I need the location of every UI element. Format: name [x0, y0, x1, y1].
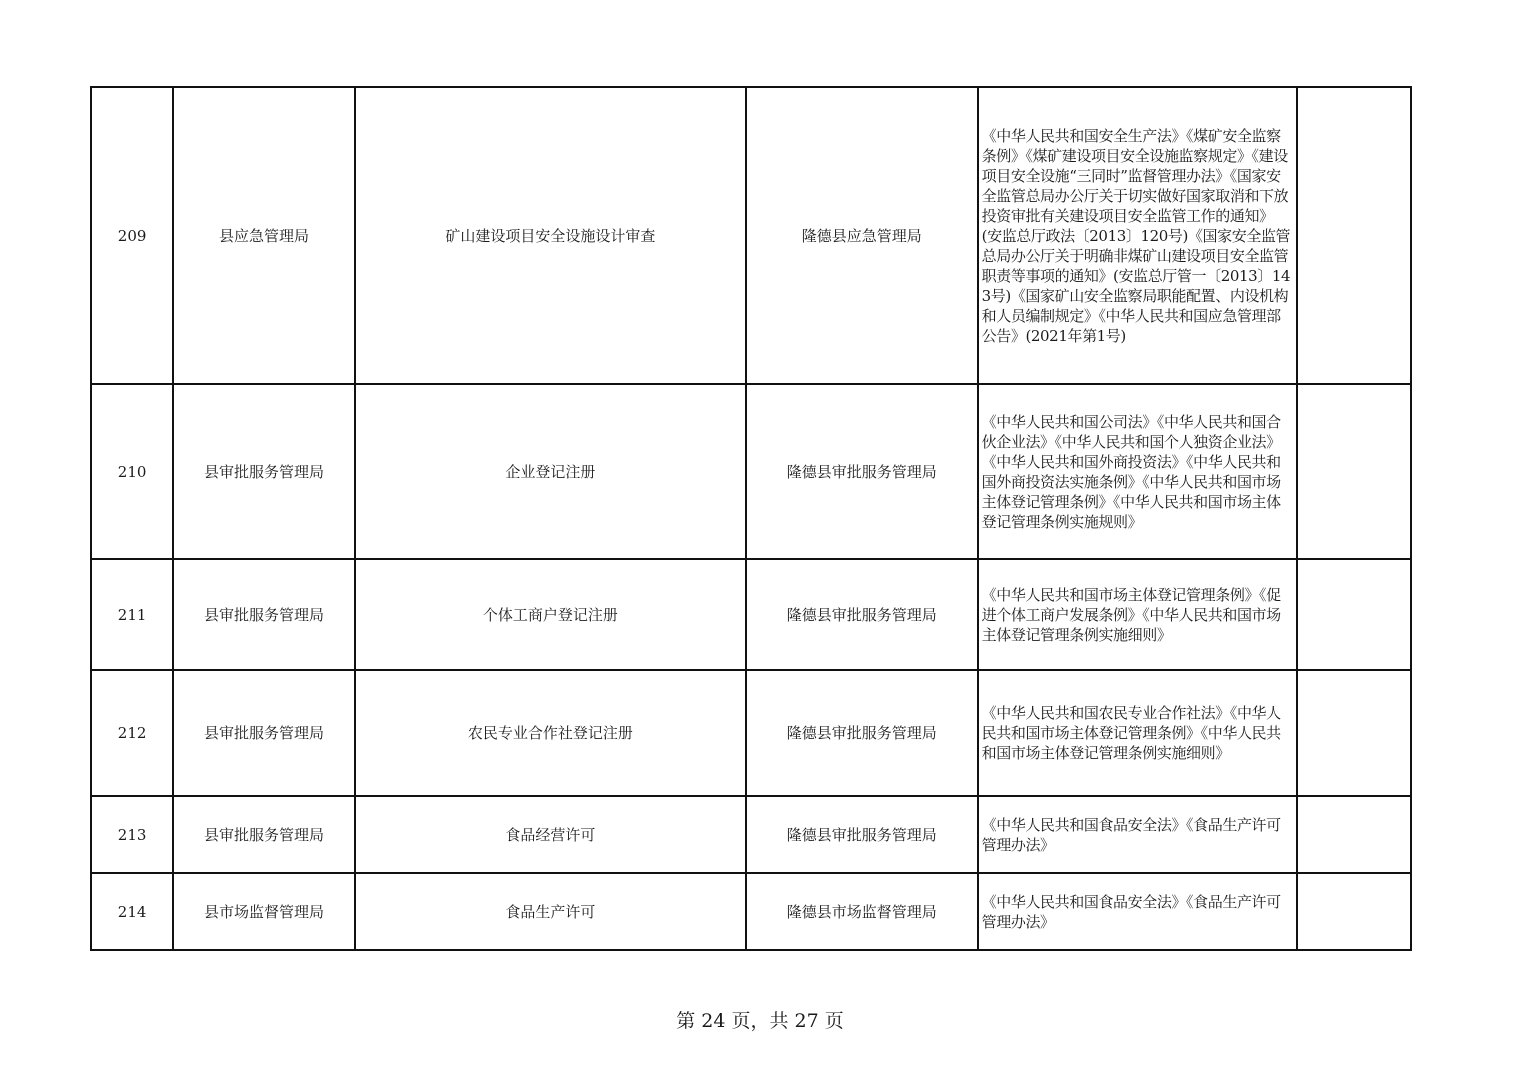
legal-basis-cell: 《中华人民共和国农民专业合作社法》《中华人民共和国市场主体登记管理条例》《中华人民共和国市场主体登记管理条例实施细则》 [978, 670, 1297, 796]
agency-cell: 隆德县审批服务管理局 [746, 670, 978, 796]
note-cell [1297, 796, 1411, 873]
table-row [91, 384, 1411, 559]
note-cell [1297, 559, 1411, 670]
department-cell: 县市场监督管理局 [173, 873, 355, 950]
agency-cell: 隆德县审批服务管理局 [746, 796, 978, 873]
item-name-cell: 食品经营许可 [355, 796, 746, 873]
agency-cell: 隆德县审批服务管理局 [746, 384, 978, 559]
department-cell: 县应急管理局 [173, 87, 355, 384]
row-number: 209 [91, 87, 173, 384]
authority-table [90, 86, 1412, 951]
department-cell: 县审批服务管理局 [173, 384, 355, 559]
row-number: 212 [91, 670, 173, 796]
agency-cell: 隆德县应急管理局 [746, 87, 978, 384]
row-number: 210 [91, 384, 173, 559]
row-number: 214 [91, 873, 173, 950]
note-cell [1297, 87, 1411, 384]
note-cell [1297, 670, 1411, 796]
item-name-cell: 食品生产许可 [355, 873, 746, 950]
legal-basis-cell: 《中华人民共和国市场主体登记管理条例》《促进个体工商户发展条例》《中华人民共和国市场主体登记管理条例实施细则》 [978, 559, 1297, 670]
legal-basis-cell: 《中华人民共和国公司法》《中华人民共和国合伙企业法》《中华人民共和国个人独资企业法》《中华人民共和国外商投资法》《中华人民共和国外商投资法实施条例》《中华人民共和国市场主体登记管理条例》《中华人民共和国市场主体登记管理条例实施规则》 [978, 384, 1297, 559]
table-row [91, 87, 1411, 384]
department-cell: 县审批服务管理局 [173, 796, 355, 873]
table-row [91, 873, 1411, 950]
legal-basis-cell: 《中华人民共和国食品安全法》《食品生产许可管理办法》 [978, 873, 1297, 950]
agency-cell: 隆德县市场监督管理局 [746, 873, 978, 950]
table-row [91, 559, 1411, 670]
legal-basis-cell: 《中华人民共和国安全生产法》《煤矿安全监察条例》《煤矿建设项目安全设施监察规定》《建设项目安全设施“三同时”监督管理办法》《国家安全监管总局办公厅关于切实做好国家取消和下放投资审批有关建设项目安全监管工作的通知》(安监总厅政法〔2013〕120号)《国家安全监管总局办公厅关于明确非煤矿山建设项目安全监管职责等事项的通知》(安监总厅管一〔2013〕143号)《国家矿山安全监察局职能配置、内设机构和人员编制规定》《中华人民共和国应急管理部公告》(2021年第1号) [978, 87, 1297, 384]
page-footer [0, 1008, 1520, 1034]
row-number: 213 [91, 796, 173, 873]
note-cell [1297, 873, 1411, 950]
note-cell [1297, 384, 1411, 559]
page-number-label: 第 24 页，共 27 页 [676, 1010, 844, 1032]
agency-cell: 隆德县审批服务管理局 [746, 559, 978, 670]
department-cell: 县审批服务管理局 [173, 559, 355, 670]
table-row [91, 796, 1411, 873]
department-cell: 县审批服务管理局 [173, 670, 355, 796]
item-name-cell: 个体工商户登记注册 [355, 559, 746, 670]
item-name-cell: 农民专业合作社登记注册 [355, 670, 746, 796]
item-name-cell: 企业登记注册 [355, 384, 746, 559]
table-row [91, 670, 1411, 796]
legal-basis-cell: 《中华人民共和国食品安全法》《食品生产许可管理办法》 [978, 796, 1297, 873]
item-name-cell: 矿山建设项目安全设施设计审查 [355, 87, 746, 384]
row-number: 211 [91, 559, 173, 670]
